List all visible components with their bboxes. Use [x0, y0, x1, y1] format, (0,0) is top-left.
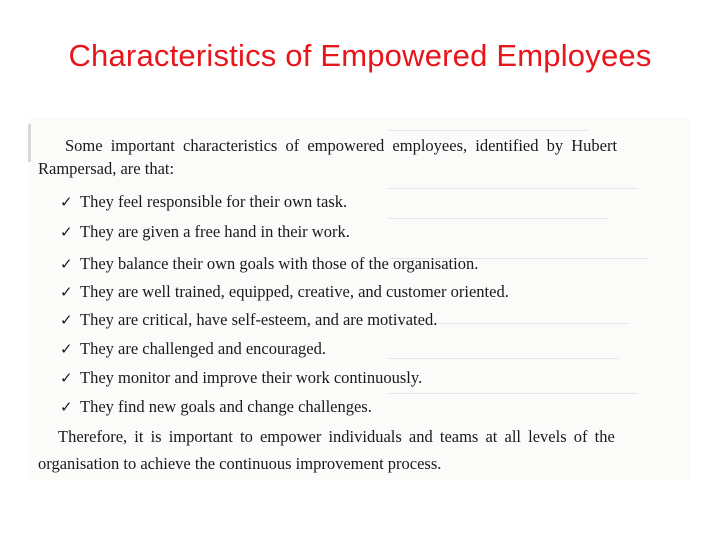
list-item — [60, 339, 326, 359]
intro-line-1: Some important characteristics of empowered employees, identified by Hubert — [65, 136, 618, 155]
list-item-text: They are critical, have self-esteem, and are motivated. — [80, 310, 438, 329]
bleed-through-line — [388, 358, 618, 359]
bleed-through-line — [388, 188, 638, 189]
check-mark-icon: ✓ — [60, 255, 73, 273]
list-item-text: They are well trained, equipped, creative, and customer oriented. — [80, 282, 509, 301]
check-mark-icon: ✓ — [60, 283, 73, 301]
list-item — [60, 368, 422, 388]
check-mark-icon: ✓ — [60, 369, 73, 387]
list-item — [60, 192, 347, 212]
list-item — [60, 310, 437, 330]
list-item-text: They are challenged and encouraged. — [80, 339, 326, 358]
intro-line-2: Rampersad, are that: — [38, 159, 175, 178]
list-item-text: They feel responsible for their own task. — [80, 192, 348, 211]
check-mark-icon: ✓ — [60, 398, 73, 416]
list-item — [60, 397, 372, 417]
list-item-text: They monitor and improve their work continuously. — [80, 368, 423, 387]
list-item — [60, 254, 478, 274]
bleed-through-line — [388, 393, 638, 394]
check-mark-icon: ✓ — [60, 193, 73, 211]
list-item-text: They are given a free hand in their work. — [80, 222, 350, 241]
scan-edge — [28, 124, 31, 162]
slide-title: Characteristics of Empowered Employees — [68, 38, 652, 73]
list-item-text: They find new goals and change challenges. — [80, 397, 372, 416]
conclusion-line-1: Therefore, it is important to empower individuals and teams at all levels of the — [58, 427, 615, 446]
list-item — [60, 222, 350, 242]
scanned-text-image — [28, 118, 690, 480]
bleed-through-line — [388, 218, 608, 219]
check-mark-icon: ✓ — [60, 340, 73, 358]
check-mark-icon: ✓ — [60, 223, 73, 241]
conclusion-line-2: organisation to achieve the continuous improvement process. — [38, 454, 442, 473]
list-item — [60, 282, 509, 302]
list-item-text: They balance their own goals with those of the organisation. — [80, 254, 479, 273]
bleed-through-line — [388, 130, 588, 131]
check-mark-icon: ✓ — [60, 311, 73, 329]
